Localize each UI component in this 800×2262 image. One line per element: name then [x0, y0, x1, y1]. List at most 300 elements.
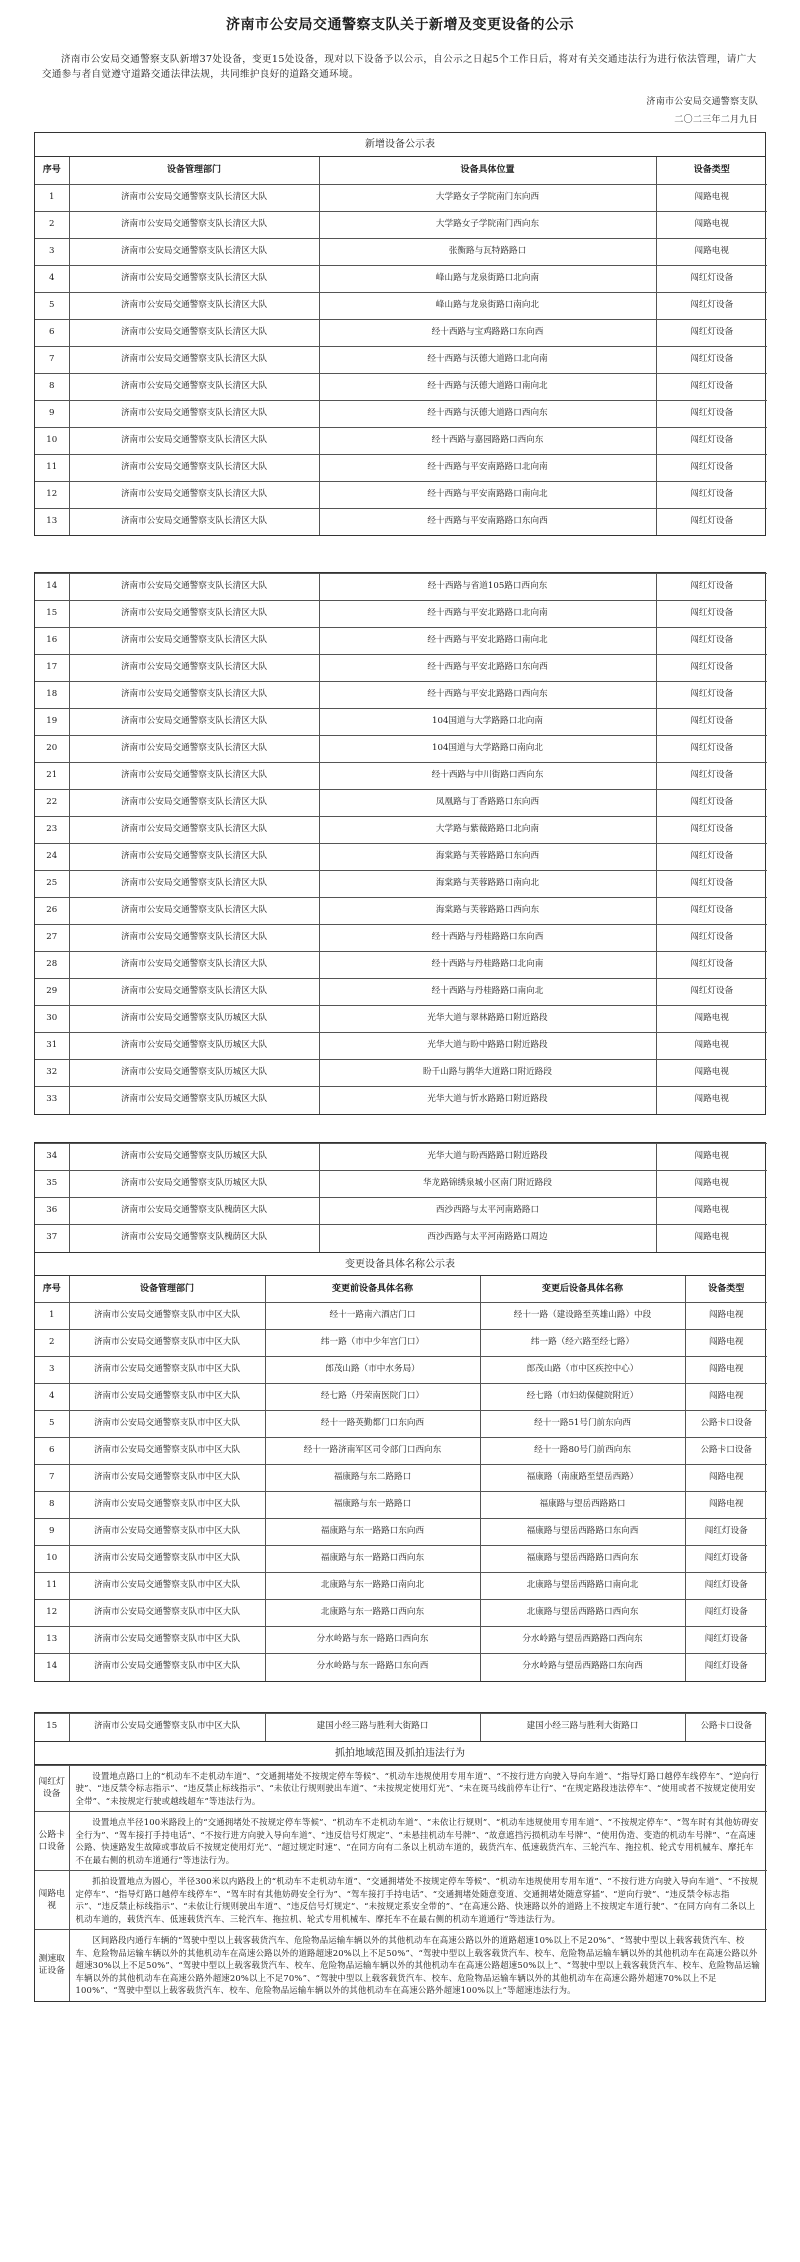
table-cell: 济南市公安局交通警察支队历城区大队 — [69, 1144, 319, 1171]
table-cell: 华龙路锦绣泉城小区南门附近路段 — [319, 1171, 656, 1198]
table-cell: 闯红灯设备 — [656, 628, 767, 655]
table-cell: 纬一路（市中少年宫门口） — [265, 1330, 480, 1357]
table-row — [35, 1006, 767, 1033]
table-cell: 闯红灯设备 — [656, 844, 767, 871]
table-cell: 29 — [35, 979, 69, 1006]
table-cell: 3 — [35, 238, 69, 265]
change-devices-block — [34, 1142, 766, 1682]
table-cell: 经七路（市妇幼保健院附近） — [480, 1384, 685, 1411]
table-row — [35, 574, 767, 601]
table-cell: 35 — [35, 1171, 69, 1198]
table-cell: 济南市公安局交通警察支队市中区大队 — [69, 1411, 265, 1438]
table-cell: 济南市公安局交通警察支队历城区大队 — [69, 1033, 319, 1060]
table-cell: 闯红灯设备 — [656, 481, 767, 508]
table-cell: 济南市公安局交通警察支队长清区大队 — [69, 763, 319, 790]
table-row — [35, 1438, 767, 1465]
issuer-org: 济南市公安局交通警察支队 — [646, 97, 758, 107]
new-table-title: 新增设备公示表 — [35, 133, 765, 157]
table-cell: 经十西路与沃德大道路口南向北 — [319, 373, 656, 400]
table-row — [35, 1627, 767, 1654]
table-cell: 济南市公安局交通警察支队市中区大队 — [69, 1714, 265, 1741]
table-cell: 经十西路与平安南路路口东向西 — [319, 508, 656, 535]
table-cell: 11 — [35, 454, 69, 481]
new-devices-table — [35, 157, 767, 535]
table-cell: 济南市公安局交通警察支队长清区大队 — [69, 979, 319, 1006]
table-row — [35, 265, 767, 292]
table-cell: 20 — [35, 736, 69, 763]
table-row — [35, 1546, 767, 1573]
table-cell: 2 — [35, 211, 69, 238]
table-cell: 经十西路与宝鸡路路口东向西 — [319, 319, 656, 346]
table-cell: 分水岭路与东一路路口西向东 — [265, 1627, 480, 1654]
table-cell: 31 — [35, 1033, 69, 1060]
table-cell: 闯红灯设备 — [656, 790, 767, 817]
table-cell: 大学路女子学院南门西向东 — [319, 211, 656, 238]
table-cell: 济南市公安局交通警察支队长清区大队 — [69, 952, 319, 979]
table-cell: 济南市公安局交通警察支队历城区大队 — [69, 1006, 319, 1033]
table-cell: 6 — [35, 1438, 69, 1465]
table-cell: 公路卡口设备 — [685, 1438, 767, 1465]
rule-text: 设置地点半径100米路段上的“交通拥堵处不按规定停车等候”、“机动车不走机动车道”、“未依让行规则”、“机动车违规使用专用车道”、“不按规定停车”、“驾车时有其他妨碍安全行为”、“驾车接打手持电话”、“不按行进方向驶入导向车道”、“违反信号灯规定”、“未悬挂机动车号牌”、“故意遮挡污损机动车号牌”、“使用伪造、变造的机动车号牌”、“在高速公路、快速路发生故障或事故后不按规定使用灯光”、“超过规定时速”、“在同方向有二条以上机动车道的，载货汽车、低速载货汽车、三轮汽车、拖拉机、轮式专用机械车、摩托车不在最右侧的机动车道通行”等违法行为。 — [69, 1812, 767, 1871]
table-cell: 闯红灯设备 — [656, 871, 767, 898]
table-cell: 济南市公安局交通警察支队市中区大队 — [69, 1627, 265, 1654]
table-cell: 闯路电视 — [656, 211, 767, 238]
table-row — [35, 952, 767, 979]
table-row — [35, 844, 767, 871]
table-cell: 30 — [35, 1006, 69, 1033]
table-cell: 经十西路与中川街路口西向东 — [319, 763, 656, 790]
table-cell: 34 — [35, 1144, 69, 1171]
table-row — [35, 1087, 767, 1114]
table-cell: 闯红灯设备 — [656, 373, 767, 400]
table-cell: 济南市公安局交通警察支队长清区大队 — [69, 292, 319, 319]
table-row — [35, 1384, 767, 1411]
table-cell: 济南市公安局交通警察支队长清区大队 — [69, 898, 319, 925]
table-cell: 光华大道与忻水路路口附近路段 — [319, 1087, 656, 1114]
table-cell: 14 — [35, 1654, 69, 1681]
table-cell: 27 — [35, 925, 69, 952]
table-row — [35, 1573, 767, 1600]
table-cell: 经十西路与省道105路口西向东 — [319, 574, 656, 601]
table-cell: 闯红灯设备 — [685, 1627, 767, 1654]
table-cell: 北康路与东一路路口南向北 — [265, 1573, 480, 1600]
table-cell: 12 — [35, 481, 69, 508]
table-cell: 闯路电视 — [656, 1033, 767, 1060]
table-cell: 济南市公安局交通警察支队长清区大队 — [69, 628, 319, 655]
table-cell: 济南市公安局交通警察支队长清区大队 — [69, 790, 319, 817]
table-cell: 闯红灯设备 — [656, 736, 767, 763]
table-cell: 济南市公安局交通警察支队长清区大队 — [69, 265, 319, 292]
table-row — [35, 871, 767, 898]
table-cell: 闯路电视 — [685, 1330, 767, 1357]
table-cell: 济南市公安局交通警察支队长清区大队 — [69, 682, 319, 709]
table-cell: 24 — [35, 844, 69, 871]
table-cell: 闯红灯设备 — [656, 292, 767, 319]
table-cell: 济南市公安局交通警察支队长清区大队 — [69, 508, 319, 535]
table-row — [35, 1033, 767, 1060]
table-cell: 福康路与东一路路口西向东 — [265, 1546, 480, 1573]
table-cell: 济南市公安局交通警察支队市中区大队 — [69, 1546, 265, 1573]
header-cell: 设备类型 — [685, 1276, 767, 1303]
table-cell: 15 — [35, 1714, 69, 1741]
table-cell: 济南市公安局交通警察支队长清区大队 — [69, 427, 319, 454]
table-cell: 西沙西路与太平河南路路口周边 — [319, 1225, 656, 1252]
table-cell: 9 — [35, 400, 69, 427]
table-cell: 闯红灯设备 — [685, 1600, 767, 1627]
table-cell: 经七路（丹荣南医院门口） — [265, 1384, 480, 1411]
table-cell: 闯路电视 — [656, 1198, 767, 1225]
rule-label: 闯路电视 — [35, 1871, 69, 1930]
table-cell: 济南市公安局交通警察支队长清区大队 — [69, 238, 319, 265]
table-cell: 闯路电视 — [656, 1144, 767, 1171]
table-cell: 闯红灯设备 — [685, 1654, 767, 1681]
table-row — [35, 184, 767, 211]
header-cell: 变更前设备具体名称 — [265, 1276, 480, 1303]
table-row — [35, 1519, 767, 1546]
table-cell: 峰山路与龙泉街路口南向北 — [319, 292, 656, 319]
table-cell: 闯路电视 — [656, 238, 767, 265]
table-cell: 济南市公安局交通警察支队市中区大队 — [69, 1654, 265, 1681]
table-cell: 19 — [35, 709, 69, 736]
table-cell: 11 — [35, 1573, 69, 1600]
table-cell: 光华大道与翠林路路口附近路段 — [319, 1006, 656, 1033]
table-cell: 济南市公安局交通警察支队长清区大队 — [69, 844, 319, 871]
table-cell: 闯红灯设备 — [656, 574, 767, 601]
table-cell: 经十一路英勤都门口东向西 — [265, 1411, 480, 1438]
table-row — [35, 346, 767, 373]
rule-row — [35, 1930, 767, 2001]
table-cell: 经十西路与丹桂路路口东向西 — [319, 925, 656, 952]
rules-block — [34, 1712, 766, 2002]
table-cell: 济南市公安局交通警察支队市中区大队 — [69, 1303, 265, 1330]
table-cell: 济南市公安局交通警察支队长清区大队 — [69, 454, 319, 481]
table-cell: 经十西路与平安南路路口北向南 — [319, 454, 656, 481]
table-cell: 济南市公安局交通警察支队长清区大队 — [69, 346, 319, 373]
table-cell: 8 — [35, 1492, 69, 1519]
table-cell: 济南市公安局交通警察支队市中区大队 — [69, 1330, 265, 1357]
table-cell: 福康路与望岳西路路口 — [480, 1492, 685, 1519]
table-cell: 闯红灯设备 — [656, 709, 767, 736]
table-cell: 闯路电视 — [685, 1465, 767, 1492]
table-cell: 济南市公安局交通警察支队长清区大队 — [69, 184, 319, 211]
table-cell: 光华大道与盼中路路口附近路段 — [319, 1033, 656, 1060]
new-devices-table-end — [35, 1143, 767, 1252]
table-cell: 济南市公安局交通警察支队市中区大队 — [69, 1357, 265, 1384]
rule-text: 抓拍设置地点为圆心，半径300米以内路段上的“机动车不走机动车道”、“交通拥堵处不按规定停车等候”、“机动车违规使用专用车道”、“不按行进方向驶入导向车道”、“不按规定停车”、“指导灯路口越停车线停车”、“驾车时有其他妨碍安全行为”、“驾车接打手持电话”、“交通拥堵处随意变道、交通拥堵处随意穿插”、“逆向行驶”、“违反禁令标志指示”、“违反禁止标线指示”、“未依让行规则驶出车道”、“违反信号灯规定”、“未按规定系安全带的”、“在高速公路、快速路以外的道路上不按规定车道行驶”、“在同方向有二条以上机动车道的，载货汽车、低速载货汽车、三轮汽车、拖拉机、轮式专用机械车、摩托车不在最右侧的机动车道通行”等违法行为。 — [69, 1871, 767, 1930]
table-row — [35, 709, 767, 736]
table-cell: 闯红灯设备 — [656, 508, 767, 535]
table-cell: 经十西路与丹桂路路口北向南 — [319, 952, 656, 979]
rule-label: 闯红灯设备 — [35, 1765, 69, 1812]
table-cell: 6 — [35, 319, 69, 346]
table-row — [35, 817, 767, 844]
table-row — [35, 898, 767, 925]
table-cell: 13 — [35, 508, 69, 535]
table-cell: 盼千山路与鹊华大道路口附近路段 — [319, 1060, 656, 1087]
table-cell: 2 — [35, 1330, 69, 1357]
table-cell: 闯路电视 — [656, 1060, 767, 1087]
table-row — [35, 1492, 767, 1519]
table-cell: 分水岭路与东一路路口东向西 — [265, 1654, 480, 1681]
table-row — [35, 238, 767, 265]
rule-row — [35, 1765, 767, 1812]
table-cell: 海棠路与芙蓉路路口南向北 — [319, 871, 656, 898]
table-row — [35, 1465, 767, 1492]
table-row — [35, 1303, 767, 1330]
table-cell: 17 — [35, 655, 69, 682]
table-cell: 海棠路与芙蓉路路口东向西 — [319, 844, 656, 871]
table-cell: 闯路电视 — [685, 1303, 767, 1330]
table-cell: 福康路与东一路路口 — [265, 1492, 480, 1519]
table-cell: 1 — [35, 184, 69, 211]
table-cell: 闯路电视 — [656, 1171, 767, 1198]
table-cell: 闯路电视 — [685, 1357, 767, 1384]
table-cell: 闯路电视 — [685, 1492, 767, 1519]
table-cell: 1 — [35, 1303, 69, 1330]
table-row — [35, 1225, 767, 1252]
table-cell: 闯红灯设备 — [656, 400, 767, 427]
table-cell: 济南市公安局交通警察支队长清区大队 — [69, 871, 319, 898]
table-cell: 闯红灯设备 — [656, 655, 767, 682]
table-cell: 13 — [35, 1627, 69, 1654]
rule-row — [35, 1812, 767, 1871]
table-row — [35, 1198, 767, 1225]
table-cell: 经十西路与丹桂路路口南向北 — [319, 979, 656, 1006]
rule-label: 测速取证设备 — [35, 1930, 69, 2001]
table-cell: 闯红灯设备 — [656, 346, 767, 373]
table-cell: 经十西路与平安北路路口北向南 — [319, 601, 656, 628]
table-row — [35, 628, 767, 655]
table-cell: 海棠路与芙蓉路路口西向东 — [319, 898, 656, 925]
table-cell: 济南市公安局交通警察支队长清区大队 — [69, 601, 319, 628]
table-cell: 分水岭路与望岳西路路口西向东 — [480, 1627, 685, 1654]
header-cell: 变更后设备具体名称 — [480, 1276, 685, 1303]
table-cell: 8 — [35, 373, 69, 400]
table-cell: 7 — [35, 1465, 69, 1492]
table-cell: 张衡路与瓦特路路口 — [319, 238, 656, 265]
table-cell: 12 — [35, 1600, 69, 1627]
table-row — [35, 1357, 767, 1384]
rule-row — [35, 1871, 767, 1930]
table-cell: 4 — [35, 265, 69, 292]
table-cell: 36 — [35, 1198, 69, 1225]
table-cell: 福康路（南康路至望岳西路） — [480, 1465, 685, 1492]
table-cell: 峰山路与龙泉街路口北向南 — [319, 265, 656, 292]
table-cell: 经十一路南六酒店门口 — [265, 1303, 480, 1330]
table-cell: 闯红灯设备 — [656, 319, 767, 346]
table-header-row — [35, 157, 767, 184]
table-cell: 大学路与紫薇路路口北向南 — [319, 817, 656, 844]
table-cell: 济南市公安局交通警察支队长清区大队 — [69, 925, 319, 952]
table-cell: 济南市公安局交通警察支队长清区大队 — [69, 211, 319, 238]
table-cell: 福康路与东一路路口东向西 — [265, 1519, 480, 1546]
table-cell: 104国道与大学路路口南向北 — [319, 736, 656, 763]
table-row — [35, 736, 767, 763]
table-cell: 北康路与望岳西路路口南向北 — [480, 1573, 685, 1600]
new-devices-table-cont — [35, 573, 767, 1114]
header-cell: 设备类型 — [656, 157, 767, 184]
table-cell: 公路卡口设备 — [685, 1411, 767, 1438]
table-cell: 10 — [35, 1546, 69, 1573]
table-cell: 大学路女子学院南门东向西 — [319, 184, 656, 211]
table-cell: 26 — [35, 898, 69, 925]
table-cell: 济南市公安局交通警察支队市中区大队 — [69, 1438, 265, 1465]
table-cell: 15 — [35, 601, 69, 628]
table-cell: 21 — [35, 763, 69, 790]
table-row — [35, 1330, 767, 1357]
table-row — [35, 1654, 767, 1681]
table-cell: 济南市公安局交通警察支队市中区大队 — [69, 1465, 265, 1492]
table-cell: 25 — [35, 871, 69, 898]
table-row — [35, 655, 767, 682]
table-cell: 闯红灯设备 — [656, 817, 767, 844]
table-cell: 7 — [35, 346, 69, 373]
header-cell: 设备具体位置 — [319, 157, 656, 184]
table-cell: 5 — [35, 292, 69, 319]
table-row — [35, 763, 767, 790]
table-cell: 闯红灯设备 — [656, 601, 767, 628]
table-cell: 33 — [35, 1087, 69, 1114]
header-cell: 序号 — [35, 157, 69, 184]
table-cell: 济南市公安局交通警察支队长清区大队 — [69, 655, 319, 682]
table-row — [35, 211, 767, 238]
table-cell: 济南市公安局交通警察支队长清区大队 — [69, 709, 319, 736]
table-cell: 济南市公安局交通警察支队历城区大队 — [69, 1087, 319, 1114]
table-cell: 闯红灯设备 — [656, 427, 767, 454]
table-cell: 福康路与望岳西路路口西向东 — [480, 1546, 685, 1573]
table-cell: 闯红灯设备 — [685, 1546, 767, 1573]
table-cell: 18 — [35, 682, 69, 709]
table-cell: 23 — [35, 817, 69, 844]
table-row — [35, 454, 767, 481]
intro-paragraph: 济南市公安局交通警察支队新增37处设备，变更15处设备，现对以下设备予以公示，自公示之日起5个工作日后，将对有关交通违法行为进行依法管理，请广大交通参与者自觉遵守道路交通法律法规，共同维护良好的道路交通环境。 — [42, 54, 757, 80]
table-row — [35, 682, 767, 709]
change-devices-table — [35, 1276, 767, 1681]
table-cell: 闯路电视 — [656, 1225, 767, 1252]
table-cell: 济南市公安局交通警察支队市中区大队 — [69, 1384, 265, 1411]
table-row — [35, 1144, 767, 1171]
table-cell: 37 — [35, 1225, 69, 1252]
change-devices-table-end — [35, 1713, 767, 1741]
table-cell: 16 — [35, 628, 69, 655]
table-row — [35, 979, 767, 1006]
table-cell: 北康路与东一路路口西向东 — [265, 1600, 480, 1627]
table-cell: 济南市公安局交通警察支队槐荫区大队 — [69, 1225, 319, 1252]
table-cell: 纬一路（经六路至经七路） — [480, 1330, 685, 1357]
table-cell: 凤凰路与丁香路路口东向西 — [319, 790, 656, 817]
table-cell: 济南市公安局交通警察支队长清区大队 — [69, 817, 319, 844]
new-devices-block-1 — [34, 132, 766, 536]
table-cell: 济南市公安局交通警察支队槐荫区大队 — [69, 1198, 319, 1225]
table-row — [35, 319, 767, 346]
table-cell: 3 — [35, 1357, 69, 1384]
table-row — [35, 925, 767, 952]
table-cell: 济南市公安局交通警察支队长清区大队 — [69, 481, 319, 508]
change-table-title: 变更设备具体名称公示表 — [35, 1252, 765, 1276]
table-row — [35, 1411, 767, 1438]
table-cell: 济南市公安局交通警察支队长清区大队 — [69, 400, 319, 427]
table-cell: 闯红灯设备 — [685, 1573, 767, 1600]
table-cell: 闯路电视 — [656, 1087, 767, 1114]
table-cell: 济南市公安局交通警察支队长清区大队 — [69, 574, 319, 601]
table-cell: 北康路与望岳西路路口西向东 — [480, 1600, 685, 1627]
table-cell: 9 — [35, 1519, 69, 1546]
table-row — [35, 400, 767, 427]
table-cell: 闯红灯设备 — [656, 979, 767, 1006]
table-cell: 28 — [35, 952, 69, 979]
table-cell: 闯红灯设备 — [656, 682, 767, 709]
table-row — [35, 1060, 767, 1087]
table-cell: 济南市公安局交通警察支队长清区大队 — [69, 736, 319, 763]
table-cell: 闯红灯设备 — [656, 952, 767, 979]
issue-date: 二〇二三年二月九日 — [674, 115, 758, 125]
table-cell: 郎茂山路（市中区疾控中心） — [480, 1357, 685, 1384]
table-cell: 济南市公安局交通警察支队历城区大队 — [69, 1060, 319, 1087]
table-row — [35, 481, 767, 508]
table-cell: 经十西路与沃德大道路口西向东 — [319, 400, 656, 427]
table-cell: 闯路电视 — [656, 184, 767, 211]
table-cell: 福康路与望岳西路路口东向西 — [480, 1519, 685, 1546]
table-row — [35, 427, 767, 454]
table-cell: 济南市公安局交通警察支队长清区大队 — [69, 373, 319, 400]
rules-table — [35, 1765, 767, 2001]
table-cell: 4 — [35, 1384, 69, 1411]
table-cell: 公路卡口设备 — [685, 1714, 767, 1741]
table-cell: 济南市公安局交通警察支队市中区大队 — [69, 1492, 265, 1519]
table-cell: 济南市公安局交通警察支队历城区大队 — [69, 1171, 319, 1198]
table-cell: 闯红灯设备 — [656, 454, 767, 481]
table-cell: 32 — [35, 1060, 69, 1087]
table-cell: 闯红灯设备 — [656, 898, 767, 925]
table-cell: 104国道与大学路路口北向南 — [319, 709, 656, 736]
table-cell: 经十西路与平安南路路口南向北 — [319, 481, 656, 508]
table-cell: 济南市公安局交通警察支队市中区大队 — [69, 1573, 265, 1600]
table-row — [35, 1600, 767, 1627]
header-cell: 序号 — [35, 1276, 69, 1303]
table-row — [35, 601, 767, 628]
table-cell: 经十西路与平安北路路口南向北 — [319, 628, 656, 655]
new-devices-block-2 — [34, 572, 766, 1115]
table-cell: 光华大道与盼西路路口附近路段 — [319, 1144, 656, 1171]
table-cell: 经十一路51号门前东向西 — [480, 1411, 685, 1438]
table-cell: 建国小经三路与胜利大街路口 — [265, 1714, 480, 1741]
table-cell: 西沙西路与太平河南路路口 — [319, 1198, 656, 1225]
table-cell: 闯红灯设备 — [685, 1519, 767, 1546]
table-cell: 22 — [35, 790, 69, 817]
rule-label: 公路卡口设备 — [35, 1812, 69, 1871]
header-cell: 设备管理部门 — [69, 1276, 265, 1303]
table-cell: 经十西路与平安北路路口西向东 — [319, 682, 656, 709]
table-cell: 分水岭路与望岳西路路口东向西 — [480, 1654, 685, 1681]
table-cell: 经十一路（建设路至英雄山路）中段 — [480, 1303, 685, 1330]
table-row — [35, 508, 767, 535]
table-cell: 经十西路与嘉园路路口西向东 — [319, 427, 656, 454]
table-row — [35, 1714, 767, 1741]
table-cell: 5 — [35, 1411, 69, 1438]
table-cell: 济南市公安局交通警察支队长清区大队 — [69, 319, 319, 346]
table-row — [35, 292, 767, 319]
table-cell: 济南市公安局交通警察支队市中区大队 — [69, 1600, 265, 1627]
table-row — [35, 1171, 767, 1198]
header-cell: 设备管理部门 — [69, 157, 319, 184]
table-cell: 14 — [35, 574, 69, 601]
table-row — [35, 373, 767, 400]
table-cell: 闯红灯设备 — [656, 925, 767, 952]
table-cell: 建国小经三路与胜利大街路口 — [480, 1714, 685, 1741]
table-cell: 经十西路与沃德大道路口北向南 — [319, 346, 656, 373]
page-title: 济南市公安局交通警察支队关于新增及变更设备的公示 — [226, 17, 574, 33]
rule-text: 区间路段内通行车辆的“驾驶中型以上载客载货汽车、危险物品运输车辆以外的其他机动车在高速公路以外的道路超速10%以上不足20%”、“驾驶中型以上载客载货汽车、校车、危险物品运输车辆以外的其他机动车在高速公路以外的道路超速20%以上不足50%”、“驾驶中型以上载客载货汽车、校车、危险物品运输车辆以外的其他机动车在高速公路以外超速30%以上不足50%”、“驾驶中型以上载客载货汽车、校车、危险物品运输车辆以外的其他机动车在高速公路超速50%以上”、“驾驶中型以上载客载货汽车、校车、危险物品运输车辆以外的其他机动车在高速公路外超速20%以上不足70%”、“驾驶中型以上载客载货汽车、校车、危险物品运输车辆以外的其他机动车在高速公路外超速70%以上不足100%”、“驾驶中型以上载客载货汽车、校车、危险物品运输车辆以外的其他机动车在高速公路外超速100%以上”等超速违法行为。 — [69, 1930, 767, 2001]
